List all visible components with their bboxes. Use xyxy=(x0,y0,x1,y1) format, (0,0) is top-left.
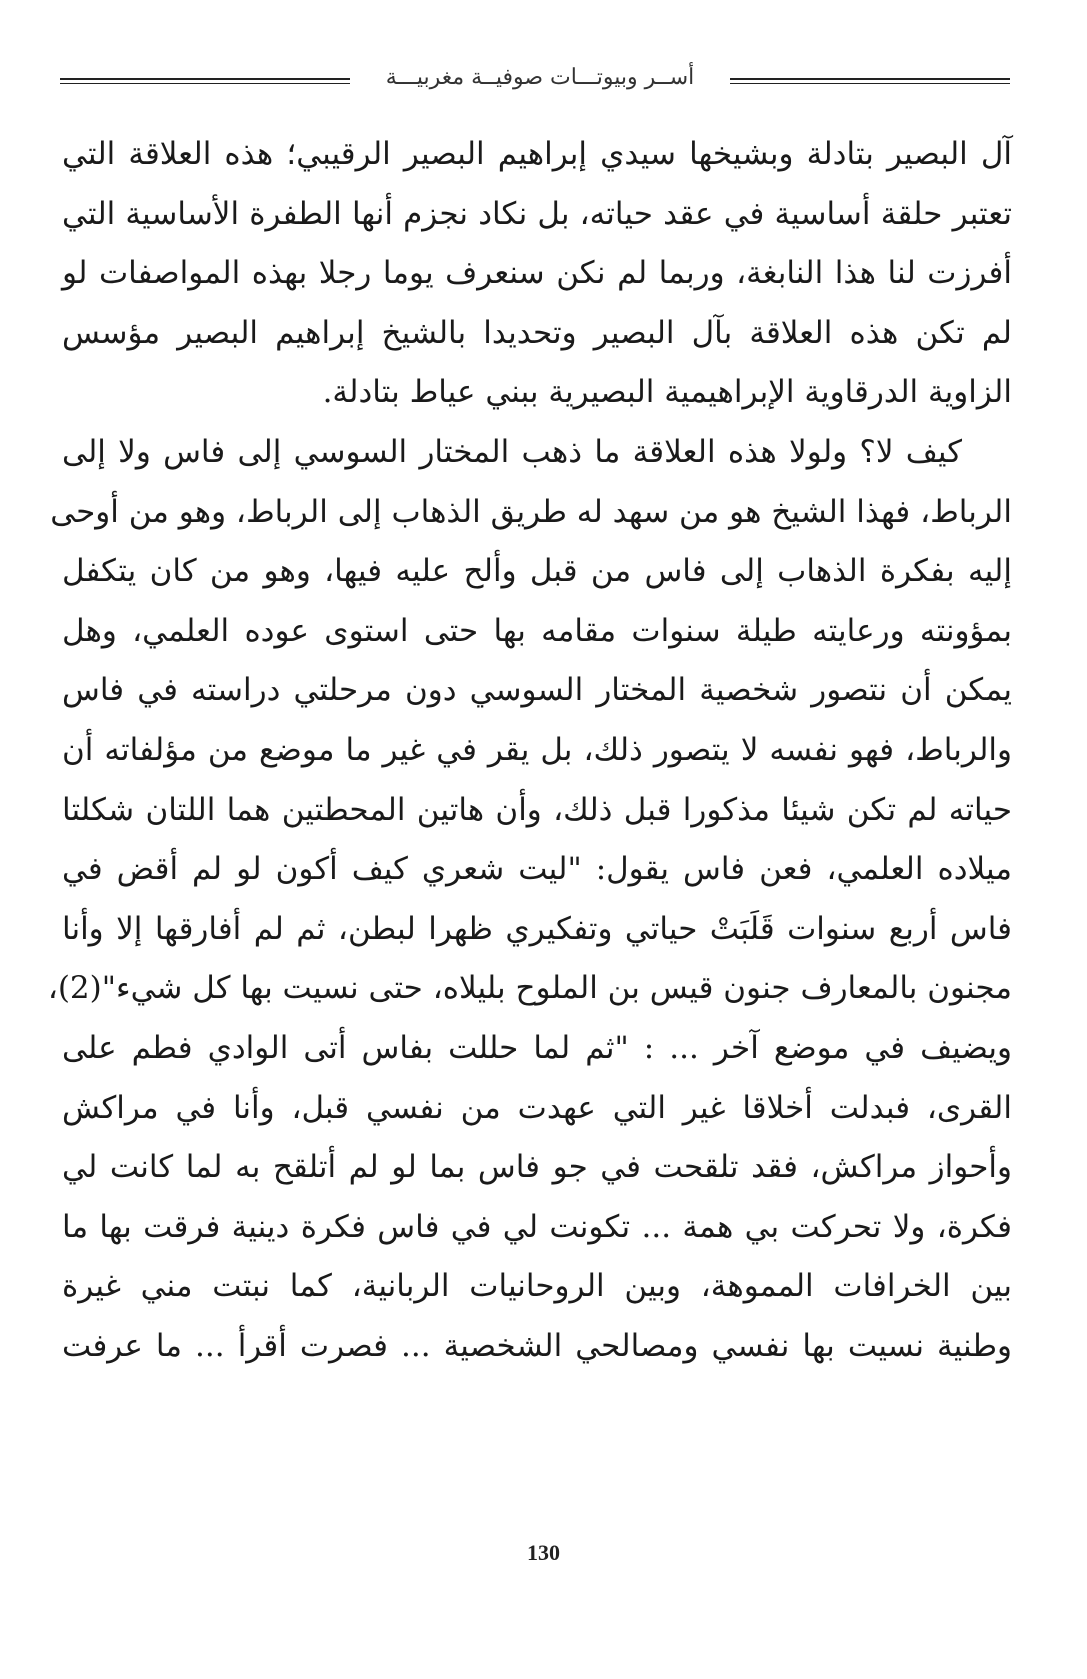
text-line: فاس أربع سنوات قَلَبَتْ حياتي وتفكيري ظهرا لبطن، ثم لم أفارقها إلا وأنا xyxy=(62,910,1012,947)
text-line: إليه بفكرة الذهاب إلى فاس من قبل وألح عليه فيها، وهو من كان يتكفل xyxy=(62,553,1012,590)
header-title: أســر وبيوتـــات صوفيــة مغربيـــة xyxy=(385,65,695,90)
page-number: 130 xyxy=(527,1540,560,1565)
header-rule-left xyxy=(60,78,350,84)
text-line: أفرزت لنا هذا النابغة، وربما لم نكن سنعرف يوما رجلا بهذه المواصفات لو xyxy=(62,255,1012,292)
body-text xyxy=(47,125,1012,1376)
paragraph-1 xyxy=(62,125,1012,423)
text-line: فكرة، ولا تحركت بي همة ... تكونت لي في فاس فكرة دينية فرقت بها ما xyxy=(62,1208,1012,1245)
text-line: آل البصير بتادلة وبشيخها سيدي إبراهيم البصير الرقيبي؛ هذه العلاقة التي xyxy=(62,136,1012,172)
text-line: وطنية نسيت بها نفسي ومصالحي الشخصية ... فصرت أقرأ ... ما عرفت xyxy=(62,1327,1012,1364)
paragraph-2 xyxy=(47,423,1012,1377)
running-header xyxy=(60,58,1010,98)
text-line: بمؤونته ورعايته طيلة سنوات مقامه بها حتى استوى عوده العلمي، وهل xyxy=(62,612,1012,649)
text-line: وأحواز مراكش، فقد تلقحت في جو فاس بما لو لم أتلقح به لما كانت لي xyxy=(62,1149,1012,1186)
text-line: بين الخرافات المموهة، وبين الروحانيات الربانية، كما نبتت مني غيرة xyxy=(62,1268,1012,1305)
text-line: يمكن أن نتصور شخصية المختار السوسي دون مرحلتي دراسته في فاس xyxy=(62,672,1012,709)
text-line: والرباط، فهو نفسه لا يتصور ذلك، بل يقر في غير ما موضع من مؤلفاته أن xyxy=(62,731,1012,768)
text-line: تعتبر حلقة أساسية في عقد حياته، بل نكاد نجزم أنها الطفرة الأساسية التي xyxy=(62,195,1012,232)
text-line: لم تكن هذه العلاقة بآل البصير وتحديدا بالشيخ إبراهيم البصير مؤسس xyxy=(62,314,1012,351)
text-line: الرباط، فهذا الشيخ هو من سهد له طريق الذهاب إلى الرباط، وهو من أوحى xyxy=(50,493,1012,530)
text-line: القرى، فبدلت أخلاقا غير التي عهدت من نفسي قبل، وأنا في مراكش xyxy=(62,1089,1012,1126)
text-line: حياته لم تكن شيئا مذكورا قبل ذلك، وأن هاتين المحطتين هما اللتان شكلتا xyxy=(62,791,1012,828)
text-line: الزاوية الدرقاوية الإبراهيمية البصيرية ببني عياط بتادلة. xyxy=(322,374,1012,411)
text-line: مجنون بالمعارف جنون قيس بن الملوح بليلاه، حتى نسيت بها كل شيء"(2)، xyxy=(47,970,1012,1007)
text-line: كيف لا؟ ولولا هذه العلاقة ما ذهب المختار السوسي إلى فاس ولا إلى xyxy=(62,433,962,470)
text-line: ويضيف في موضع آخر ... : "ثم لما حللت بفاس أتى الوادي فطم على xyxy=(62,1029,1012,1066)
text-line: ميلاده العلمي، فعن فاس يقول: "ليت شعري كيف أكون لو لم أقض في xyxy=(62,851,1012,888)
header-rule-right xyxy=(730,78,1010,84)
